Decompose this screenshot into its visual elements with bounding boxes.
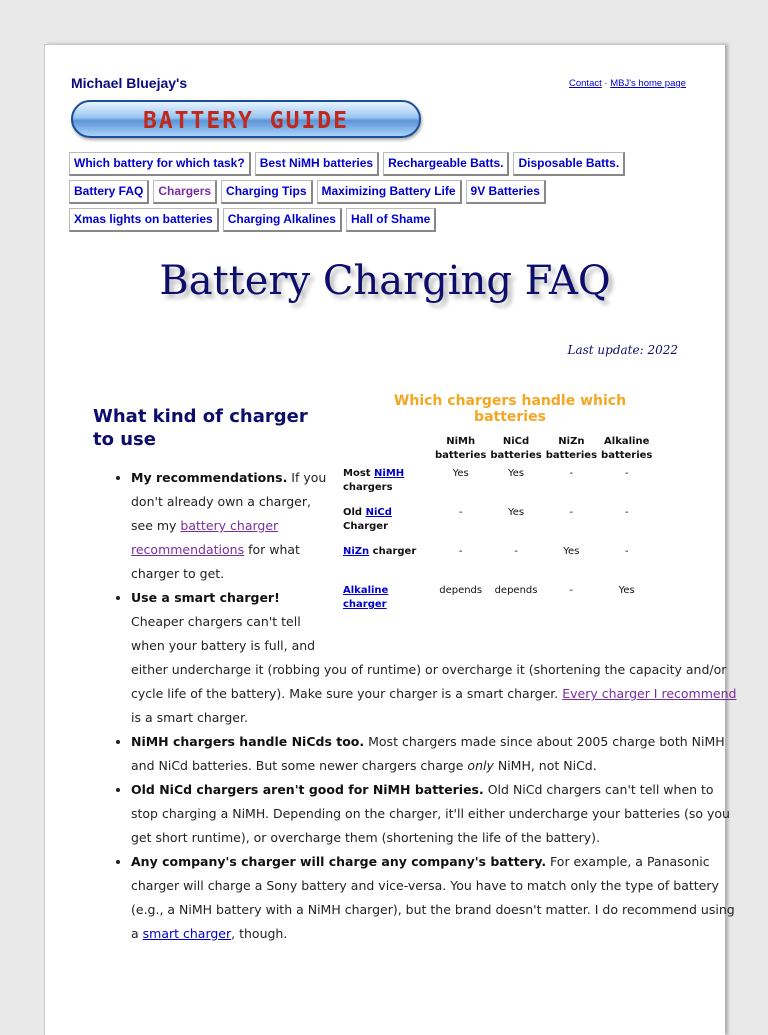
faq-item-title: Old NiCd chargers aren't good for NiMH batteries. [131, 782, 484, 797]
page-title: Battery Charging FAQ [159, 258, 611, 304]
nizn-link[interactable]: NiZn [343, 546, 370, 557]
home-page-link[interactable]: MBJ's home page [610, 78, 686, 89]
table-cell: Yes [452, 468, 469, 479]
table-cell: Yes [507, 507, 525, 518]
nav-best-nimh[interactable]: Best NiMH batteries [255, 152, 379, 176]
faq-item-title: Use a smart charger! [131, 590, 280, 605]
table-cell: - [569, 585, 574, 596]
row-label: Old NiCd Charger [343, 507, 392, 532]
nav-chargers[interactable]: Chargers [153, 180, 217, 204]
faq-item-title: My recommendations. [131, 470, 288, 485]
table-header-row [341, 433, 654, 465]
table-cell: - [569, 468, 574, 479]
faq-item: • Any company's charger will charge any company's battery. For example, a Panasonic charger will charge a Sony battery and vice-versa. You have to match only the type of battery (e.g., a NiMH battery with a NiMH charger), but the brand doesn't matter. I do recommend using a smart charger, though. [131, 850, 737, 946]
table-cell: - [569, 507, 574, 518]
last-update: Last update: 2022 [567, 343, 678, 357]
col-header-alkaline: Alkaline batteries [601, 436, 653, 461]
smart-charger-link[interactable]: smart charger [142, 926, 232, 941]
nav-charging-tips[interactable]: Charging Tips [221, 180, 312, 204]
nav-charging-alkalines[interactable]: Charging Alkalines [223, 208, 342, 232]
nav-which-battery[interactable]: Which battery for which task? [69, 152, 251, 176]
table-cell: - [458, 507, 463, 518]
nav-row [69, 180, 709, 204]
section-heading: What kind of charger to use [93, 406, 308, 450]
site-author: Michael Bluejay's [71, 75, 188, 91]
faq-item: • NiMH chargers handle NiCds too. Most chargers made since about 2005 charge both NiMH and NiCd batteries. But some newer chargers charge only NiMH, not NiCd. [131, 730, 737, 778]
every-charger-link[interactable]: Every charger I recommend [562, 686, 737, 701]
charger-recommendations-link[interactable]: battery charger recommendations [131, 518, 279, 557]
nav-disposable[interactable]: Disposable Batts. [513, 152, 625, 176]
contact-link[interactable]: Contact [569, 78, 602, 89]
table-cell: - [514, 546, 518, 557]
faq-item: • Use a smart charger! Cheaper chargers can't tell when your battery is full, and either undercharge it (robbing you of runtime) or overcharge it (shortening the capacity and/or cycle life of the battery). Make sure your charger is a smart charger. Every charger I recommend is a smart charger. [131, 586, 737, 730]
row-label: NiZn charger [343, 546, 417, 557]
top-links [569, 78, 686, 89]
table-cell: Yes [618, 585, 635, 596]
table-cell: depends [494, 585, 538, 596]
faq-list [99, 466, 737, 946]
col-header-nimh: NiMh batteries [435, 436, 487, 461]
banner-text: BATTERY GUIDE [142, 108, 349, 134]
faq-item-title: NiMH chargers handle NiCds too. [131, 734, 365, 749]
nicd-link[interactable]: NiCd [365, 507, 392, 518]
table-title: Which chargers handle which batteries [393, 393, 627, 425]
table-cell: Yes [563, 546, 580, 557]
nav-menu [69, 152, 709, 236]
table-cell: - [624, 468, 629, 479]
faq-item: • My recommendations. If you don't already own a charger, see my battery charger recommendations for what charger to get. [131, 466, 737, 586]
table-cell: - [624, 507, 629, 518]
nav-xmas-lights[interactable]: Xmas lights on batteries [69, 208, 219, 232]
row-label: Most NiMH chargers [343, 468, 405, 493]
table-cell: depends [439, 585, 483, 596]
table-corner [341, 433, 433, 465]
nav-9v-batteries[interactable]: 9V Batteries [466, 180, 546, 204]
nav-hall-of-shame[interactable]: Hall of Shame [346, 208, 436, 232]
table-cell: - [458, 546, 463, 557]
faq-item: • Old NiCd chargers aren't good for NiMH batteries. Old NiCd chargers can't tell when to stop charging a NiMH. Depending on the charger, it'll either undercharge your batteries (so you get short runtime), or overcharge them (shortening the life of the battery). [131, 778, 737, 850]
nimh-link[interactable]: NiMH [374, 468, 405, 479]
faq-item-title: Any company's charger will charge any company's battery. [131, 854, 547, 869]
link-separator: · [604, 78, 608, 89]
table-cell: - [624, 546, 629, 557]
nav-rechargeable[interactable]: Rechargeable Batts. [383, 152, 509, 176]
alkaline-charger-link[interactable]: Alkaline charger [343, 585, 389, 610]
col-header-nicd: NiCd batteries [490, 436, 542, 461]
col-header-nizn: NiZn batteries [545, 436, 598, 461]
nav-row [69, 152, 709, 176]
battery-guide-banner[interactable] [71, 100, 421, 138]
nav-maximizing-life[interactable]: Maximizing Battery Life [317, 180, 462, 204]
nav-battery-faq[interactable]: Battery FAQ [69, 180, 149, 204]
table-cell: Yes [507, 468, 525, 479]
nav-row [69, 208, 709, 232]
page-content [44, 44, 737, 1035]
